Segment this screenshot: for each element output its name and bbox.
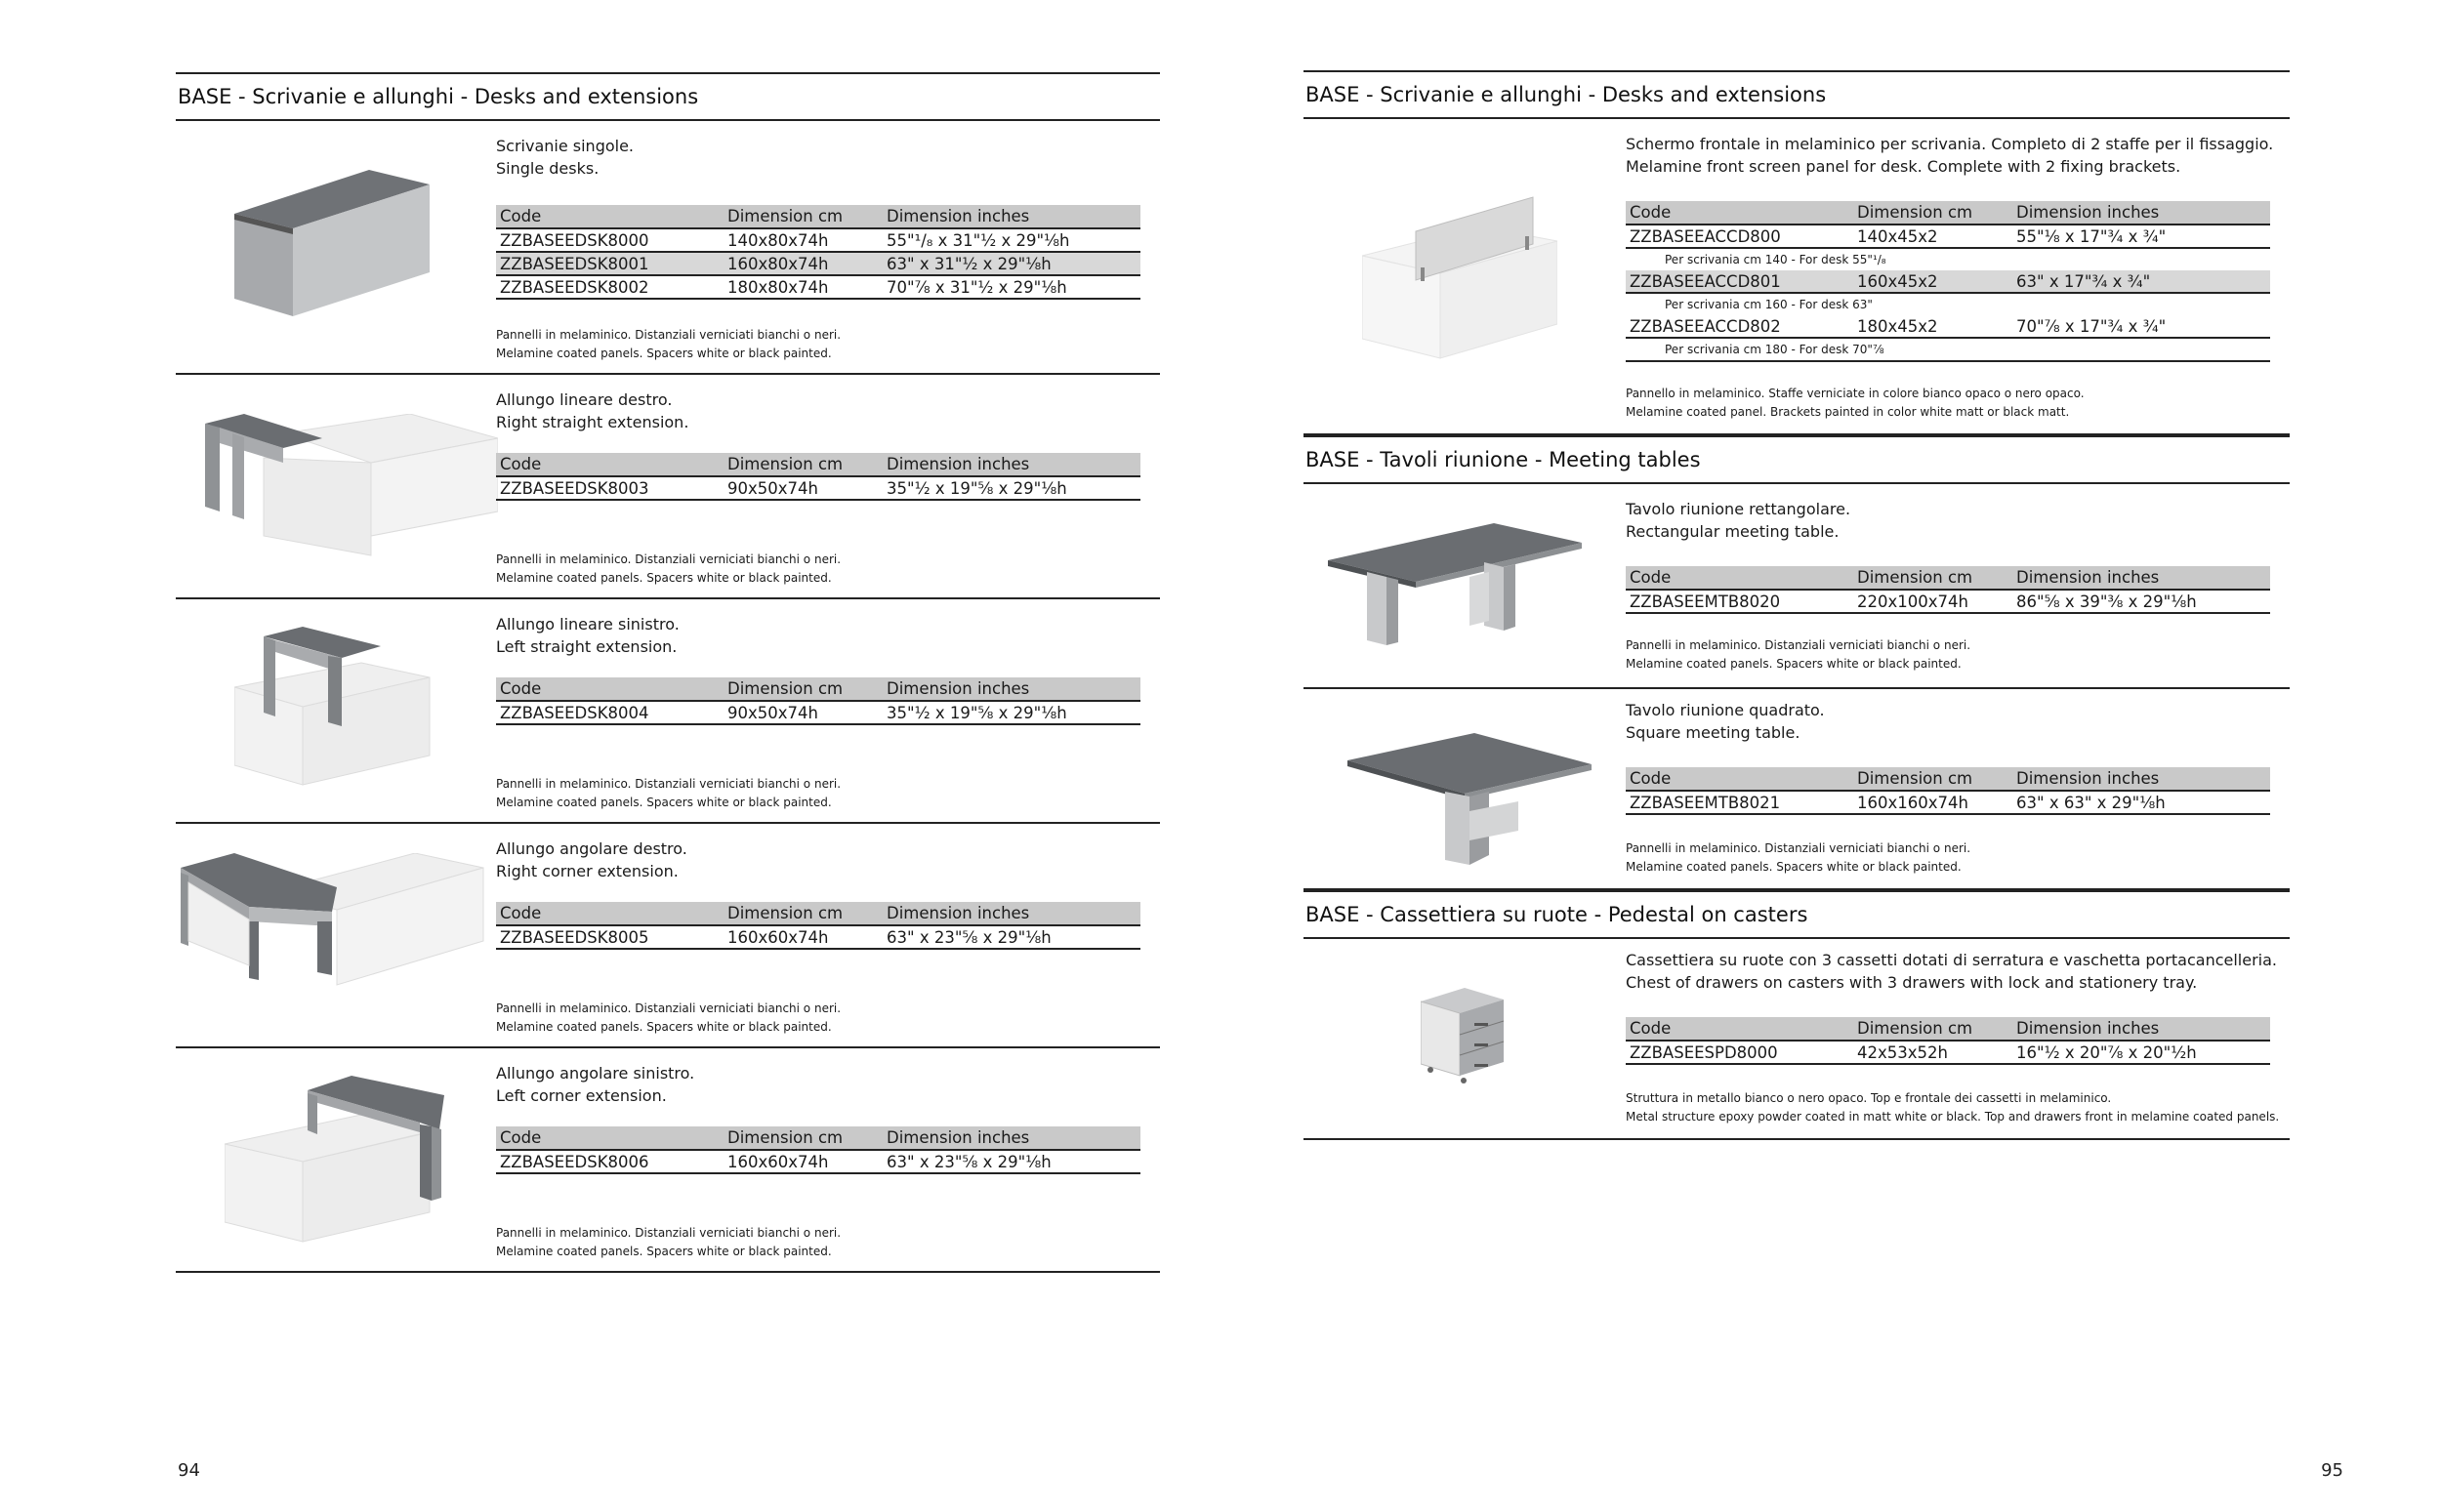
header-dimension-inches: Dimension inches bbox=[883, 205, 1140, 228]
spec-header-row bbox=[1626, 201, 2270, 225]
header-dimension-cm: Dimension cm bbox=[1853, 1017, 2012, 1041]
note-it: Pannelli in melaminico. Distanziali verniciati bianchi o neri. bbox=[496, 552, 842, 566]
dimension-inches: 70"⅞ x 17"¾ x ¾" bbox=[2012, 315, 2270, 338]
product-row-rectangular-meeting-table bbox=[1303, 484, 2290, 689]
page-number: 95 bbox=[2321, 1460, 2343, 1481]
description-en: Square meeting table. bbox=[1626, 723, 1800, 742]
header-dimension-cm: Dimension cm bbox=[724, 1126, 883, 1150]
description-en: Chest of drawers on casters with 3 drawers with lock and stationery tray. bbox=[1626, 973, 2198, 992]
header-code: Code bbox=[496, 453, 724, 476]
product-code: ZZBASEEDSK8002 bbox=[496, 275, 724, 299]
spec-subrow bbox=[1626, 338, 2270, 361]
product-code: ZZBASEEACCD800 bbox=[1626, 225, 1853, 248]
product-code: ZZBASEESPD8000 bbox=[1626, 1041, 1853, 1064]
dimension-inches: 55"⅛ x 17"¾ x ¾" bbox=[2012, 225, 2270, 248]
spec-row bbox=[1626, 270, 2270, 293]
note-it: Pannelli in melaminico. Distanziali verniciati bianchi o neri. bbox=[496, 1226, 842, 1240]
dimension-cm: 160x160x74h bbox=[1853, 791, 2012, 814]
single-desk-illustration bbox=[234, 170, 430, 316]
product-note bbox=[1626, 839, 1970, 877]
product-row-single-desks bbox=[176, 121, 1160, 375]
page-number: 94 bbox=[178, 1460, 200, 1481]
note-en: Melamine coated panel. Brackets painted in color white matt or black matt. bbox=[1626, 405, 2070, 419]
dimension-inches: 86"⅝ x 39"⅜ x 29"⅛h bbox=[2012, 590, 2270, 613]
note-it: Pannelli in melaminico. Distanziali verniciati bianchi o neri. bbox=[1626, 841, 1971, 855]
note-it: Pannelli in melaminico. Distanziali verniciati bianchi o neri. bbox=[496, 328, 842, 342]
dimension-cm: 180x45x2 bbox=[1853, 315, 2012, 338]
header-code: Code bbox=[496, 902, 724, 925]
product-description bbox=[496, 613, 680, 658]
product-row-pedestal-on-casters bbox=[1303, 939, 2290, 1140]
description-en: Right straight extension. bbox=[496, 413, 689, 431]
spec-row bbox=[496, 476, 1140, 500]
square-meeting-table-illustration bbox=[1347, 733, 1592, 870]
product-code: ZZBASEEDSK8006 bbox=[496, 1150, 724, 1173]
section-title bbox=[1303, 435, 2290, 484]
product-note bbox=[496, 1000, 841, 1037]
left-corner-extension-illustration bbox=[225, 1076, 498, 1251]
dimension-cm: 160x60x74h bbox=[724, 1150, 883, 1173]
spec-table bbox=[1626, 201, 2270, 362]
product-note bbox=[496, 1224, 841, 1261]
dimension-inches: 63" x 23"⅝ x 29"⅛h bbox=[883, 1150, 1140, 1173]
product-description bbox=[496, 388, 688, 433]
section-title-text: BASE - Tavoli riunione - Meeting tables bbox=[1305, 448, 1701, 471]
dimension-cm: 42x53x52h bbox=[1853, 1041, 2012, 1064]
spec-subrow bbox=[1626, 248, 2270, 270]
spec-header-row bbox=[1626, 767, 2270, 791]
header-dimension-inches: Dimension inches bbox=[2012, 1017, 2270, 1041]
spec-header-row bbox=[1626, 566, 2270, 590]
header-code: Code bbox=[1626, 201, 1853, 225]
spec-table bbox=[1626, 566, 2270, 614]
product-row-right-corner-extension bbox=[176, 824, 1160, 1048]
dimension-cm: 90x50x74h bbox=[724, 701, 883, 724]
spec-row bbox=[496, 228, 1140, 252]
description-en: Left corner extension. bbox=[496, 1086, 667, 1105]
spec-header-row bbox=[496, 453, 1140, 476]
description-it: Allungo angolare destro. bbox=[496, 839, 687, 858]
product-description bbox=[1626, 949, 2277, 994]
product-description bbox=[496, 1062, 694, 1107]
product-note bbox=[1626, 385, 2085, 422]
dimension-inches: 63" x 63" x 29"⅛h bbox=[2012, 791, 2270, 814]
product-description bbox=[496, 838, 687, 882]
product-note bbox=[496, 551, 841, 588]
dimension-cm: 140x45x2 bbox=[1853, 225, 2012, 248]
spec-subrow bbox=[1626, 293, 2270, 315]
description-en: Right corner extension. bbox=[496, 862, 679, 880]
product-description bbox=[1626, 498, 1850, 543]
header-code: Code bbox=[1626, 566, 1853, 590]
spec-row bbox=[1626, 590, 2270, 613]
right-corner-extension-illustration bbox=[181, 853, 493, 1000]
note-en: Melamine coated panels. Spacers white or black painted. bbox=[496, 1020, 832, 1034]
spec-table bbox=[1626, 1017, 2270, 1065]
description-it: Tavolo riunione rettangolare. bbox=[1626, 500, 1851, 518]
dimension-inches: 63" x 17"¾ x ¾" bbox=[2012, 270, 2270, 293]
right-page bbox=[1220, 0, 2441, 1512]
desk-compatibility: Per scrivania cm 180 - For desk 70"⅞ bbox=[1626, 338, 2270, 361]
section-title-text: BASE - Scrivanie e allunghi - Desks and extensions bbox=[1305, 83, 1827, 106]
header-dimension-inches: Dimension inches bbox=[883, 677, 1140, 701]
dimension-inches: 63" x 23"⅝ x 29"⅛h bbox=[883, 925, 1140, 949]
note-en: Melamine coated panels. Spacers white or black painted. bbox=[1626, 860, 1962, 874]
spec-table bbox=[496, 1126, 1140, 1174]
product-code: ZZBASEEDSK8000 bbox=[496, 228, 724, 252]
spec-table bbox=[496, 677, 1140, 725]
dimension-cm: 160x80x74h bbox=[724, 252, 883, 275]
spec-table bbox=[496, 453, 1140, 501]
spec-table bbox=[496, 902, 1140, 950]
product-code: ZZBASEEDSK8004 bbox=[496, 701, 724, 724]
header-dimension-inches: Dimension inches bbox=[2012, 767, 2270, 791]
header-dimension-inches: Dimension inches bbox=[2012, 201, 2270, 225]
spec-row bbox=[496, 1150, 1140, 1173]
product-code: ZZBASEEMTB8021 bbox=[1626, 791, 1853, 814]
spec-table bbox=[496, 205, 1140, 300]
description-it: Allungo lineare sinistro. bbox=[496, 615, 680, 633]
left-straight-extension-illustration bbox=[234, 619, 469, 795]
note-en: Melamine coated panels. Spacers white or black painted. bbox=[496, 1245, 832, 1258]
section-title-text: BASE - Cassettiera su ruote - Pedestal on casters bbox=[1305, 903, 1808, 926]
dimension-inches: 70"⅞ x 31"½ x 29"⅛h bbox=[883, 275, 1140, 299]
header-dimension-cm: Dimension cm bbox=[1853, 767, 2012, 791]
dimension-inches: 63" x 31"½ x 29"⅛h bbox=[883, 252, 1140, 275]
left-page bbox=[0, 0, 1220, 1512]
spec-row bbox=[1626, 1041, 2270, 1064]
header-code: Code bbox=[496, 1126, 724, 1150]
desk-compatibility: Per scrivania cm 140 - For desk 55"¹/₈ bbox=[1626, 248, 2270, 270]
product-row-right-straight-extension bbox=[176, 375, 1160, 599]
product-row-front-screen-panel bbox=[1303, 119, 2290, 435]
spec-row bbox=[496, 252, 1140, 275]
description-it: Scrivanie singole. bbox=[496, 137, 635, 155]
note-en: Melamine coated panels. Spacers white or black painted. bbox=[1626, 657, 1962, 671]
rectangular-meeting-table-illustration bbox=[1328, 523, 1582, 660]
product-code: ZZBASEEACCD802 bbox=[1626, 315, 1853, 338]
header-dimension-inches: Dimension inches bbox=[883, 902, 1140, 925]
note-it: Struttura in metallo bianco o nero opaco. Top e frontale dei cassetti in melaminico. bbox=[1626, 1091, 2112, 1105]
product-description bbox=[1626, 699, 1825, 744]
pedestal-illustration bbox=[1421, 988, 1518, 1095]
note-en: Melamine coated panels. Spacers white or black painted. bbox=[496, 571, 832, 585]
dimension-inches: 16"½ x 20"⅞ x 20"½h bbox=[2012, 1041, 2270, 1064]
right-straight-extension-illustration bbox=[205, 414, 498, 560]
header-dimension-inches: Dimension inches bbox=[883, 1126, 1140, 1150]
dimension-cm: 140x80x74h bbox=[724, 228, 883, 252]
product-code: ZZBASEEACCD801 bbox=[1626, 270, 1853, 293]
desk-compatibility: Per scrivania cm 160 - For desk 63" bbox=[1626, 293, 2270, 315]
section-title-text: BASE - Scrivanie e allunghi - Desks and extensions bbox=[178, 85, 699, 108]
spec-row bbox=[496, 925, 1140, 949]
header-code: Code bbox=[496, 677, 724, 701]
spec-table bbox=[1626, 767, 2270, 815]
dimension-inches: 55"¹/₈ x 31"½ x 29"⅛h bbox=[883, 228, 1140, 252]
spec-row bbox=[1626, 791, 2270, 814]
header-dimension-cm: Dimension cm bbox=[724, 205, 883, 228]
section-title bbox=[1303, 70, 2290, 119]
description-en: Left straight extension. bbox=[496, 637, 678, 656]
header-dimension-cm: Dimension cm bbox=[1853, 201, 2012, 225]
note-it: Pannelli in melaminico. Distanziali verniciati bianchi o neri. bbox=[1626, 638, 1971, 652]
spec-row bbox=[1626, 225, 2270, 248]
product-code: ZZBASEEDSK8005 bbox=[496, 925, 724, 949]
dimension-cm: 180x80x74h bbox=[724, 275, 883, 299]
section-title bbox=[1303, 890, 2290, 939]
spec-row bbox=[496, 701, 1140, 724]
product-description bbox=[496, 135, 634, 180]
spec-row bbox=[496, 275, 1140, 299]
description-it: Allungo lineare destro. bbox=[496, 390, 673, 409]
note-it: Pannelli in melaminico. Distanziali verniciati bianchi o neri. bbox=[496, 1001, 842, 1015]
product-code: ZZBASEEDSK8003 bbox=[496, 476, 724, 500]
product-row-left-corner-extension bbox=[176, 1048, 1160, 1273]
product-code: ZZBASEEDSK8001 bbox=[496, 252, 724, 275]
description-en: Melamine front screen panel for desk. Complete with 2 fixing brackets. bbox=[1626, 157, 2181, 176]
spec-header-row bbox=[496, 205, 1140, 228]
product-code: ZZBASEEMTB8020 bbox=[1626, 590, 1853, 613]
description-it: Cassettiera su ruote con 3 cassetti dotati di serratura e vaschetta portacancelleria. bbox=[1626, 951, 2277, 969]
product-row-square-meeting-table bbox=[1303, 689, 2290, 890]
header-dimension-cm: Dimension cm bbox=[1853, 566, 2012, 590]
header-code: Code bbox=[496, 205, 724, 228]
product-note bbox=[1626, 636, 1970, 674]
section-title bbox=[176, 72, 1160, 121]
spec-header-row bbox=[496, 677, 1140, 701]
note-it: Pannelli in melaminico. Distanziali verniciati bianchi o neri. bbox=[496, 777, 842, 791]
product-note bbox=[1626, 1089, 2279, 1126]
header-code: Code bbox=[1626, 1017, 1853, 1041]
spec-header-row bbox=[496, 1126, 1140, 1150]
dimension-cm: 220x100x74h bbox=[1853, 590, 2012, 613]
description-en: Single desks. bbox=[496, 159, 600, 178]
note-it: Pannello in melaminico. Staffe verniciate in colore bianco opaco o nero opaco. bbox=[1626, 387, 2085, 400]
header-dimension-cm: Dimension cm bbox=[724, 677, 883, 701]
description-it: Allungo angolare sinistro. bbox=[496, 1064, 695, 1083]
dimension-cm: 90x50x74h bbox=[724, 476, 883, 500]
dimension-inches: 35"½ x 19"⅝ x 29"⅛h bbox=[883, 476, 1140, 500]
spec-header-row bbox=[1626, 1017, 2270, 1041]
dimension-cm: 160x60x74h bbox=[724, 925, 883, 949]
header-code: Code bbox=[1626, 767, 1853, 791]
note-en: Metal structure epoxy powder coated in matt white or black. Top and drawers front in melamine coated panels. bbox=[1626, 1110, 2280, 1124]
front-screen-panel-illustration bbox=[1362, 187, 1557, 363]
description-it: Tavolo riunione quadrato. bbox=[1626, 701, 1825, 719]
header-dimension-inches: Dimension inches bbox=[883, 453, 1140, 476]
note-en: Melamine coated panels. Spacers white or black painted. bbox=[496, 796, 832, 809]
product-note bbox=[496, 326, 841, 363]
product-note bbox=[496, 775, 841, 812]
note-en: Melamine coated panels. Spacers white or black painted. bbox=[496, 347, 832, 360]
header-dimension-inches: Dimension inches bbox=[2012, 566, 2270, 590]
dimension-cm: 160x45x2 bbox=[1853, 270, 2012, 293]
spec-header-row bbox=[496, 902, 1140, 925]
spec-row bbox=[1626, 315, 2270, 338]
product-description bbox=[1626, 133, 2273, 178]
product-row-left-straight-extension bbox=[176, 599, 1160, 824]
dimension-inches: 35"½ x 19"⅝ x 29"⅛h bbox=[883, 701, 1140, 724]
header-dimension-cm: Dimension cm bbox=[724, 453, 883, 476]
description-en: Rectangular meeting table. bbox=[1626, 522, 1840, 541]
header-dimension-cm: Dimension cm bbox=[724, 902, 883, 925]
description-it: Schermo frontale in melaminico per scrivania. Completo di 2 staffe per il fissaggio. bbox=[1626, 135, 2274, 153]
